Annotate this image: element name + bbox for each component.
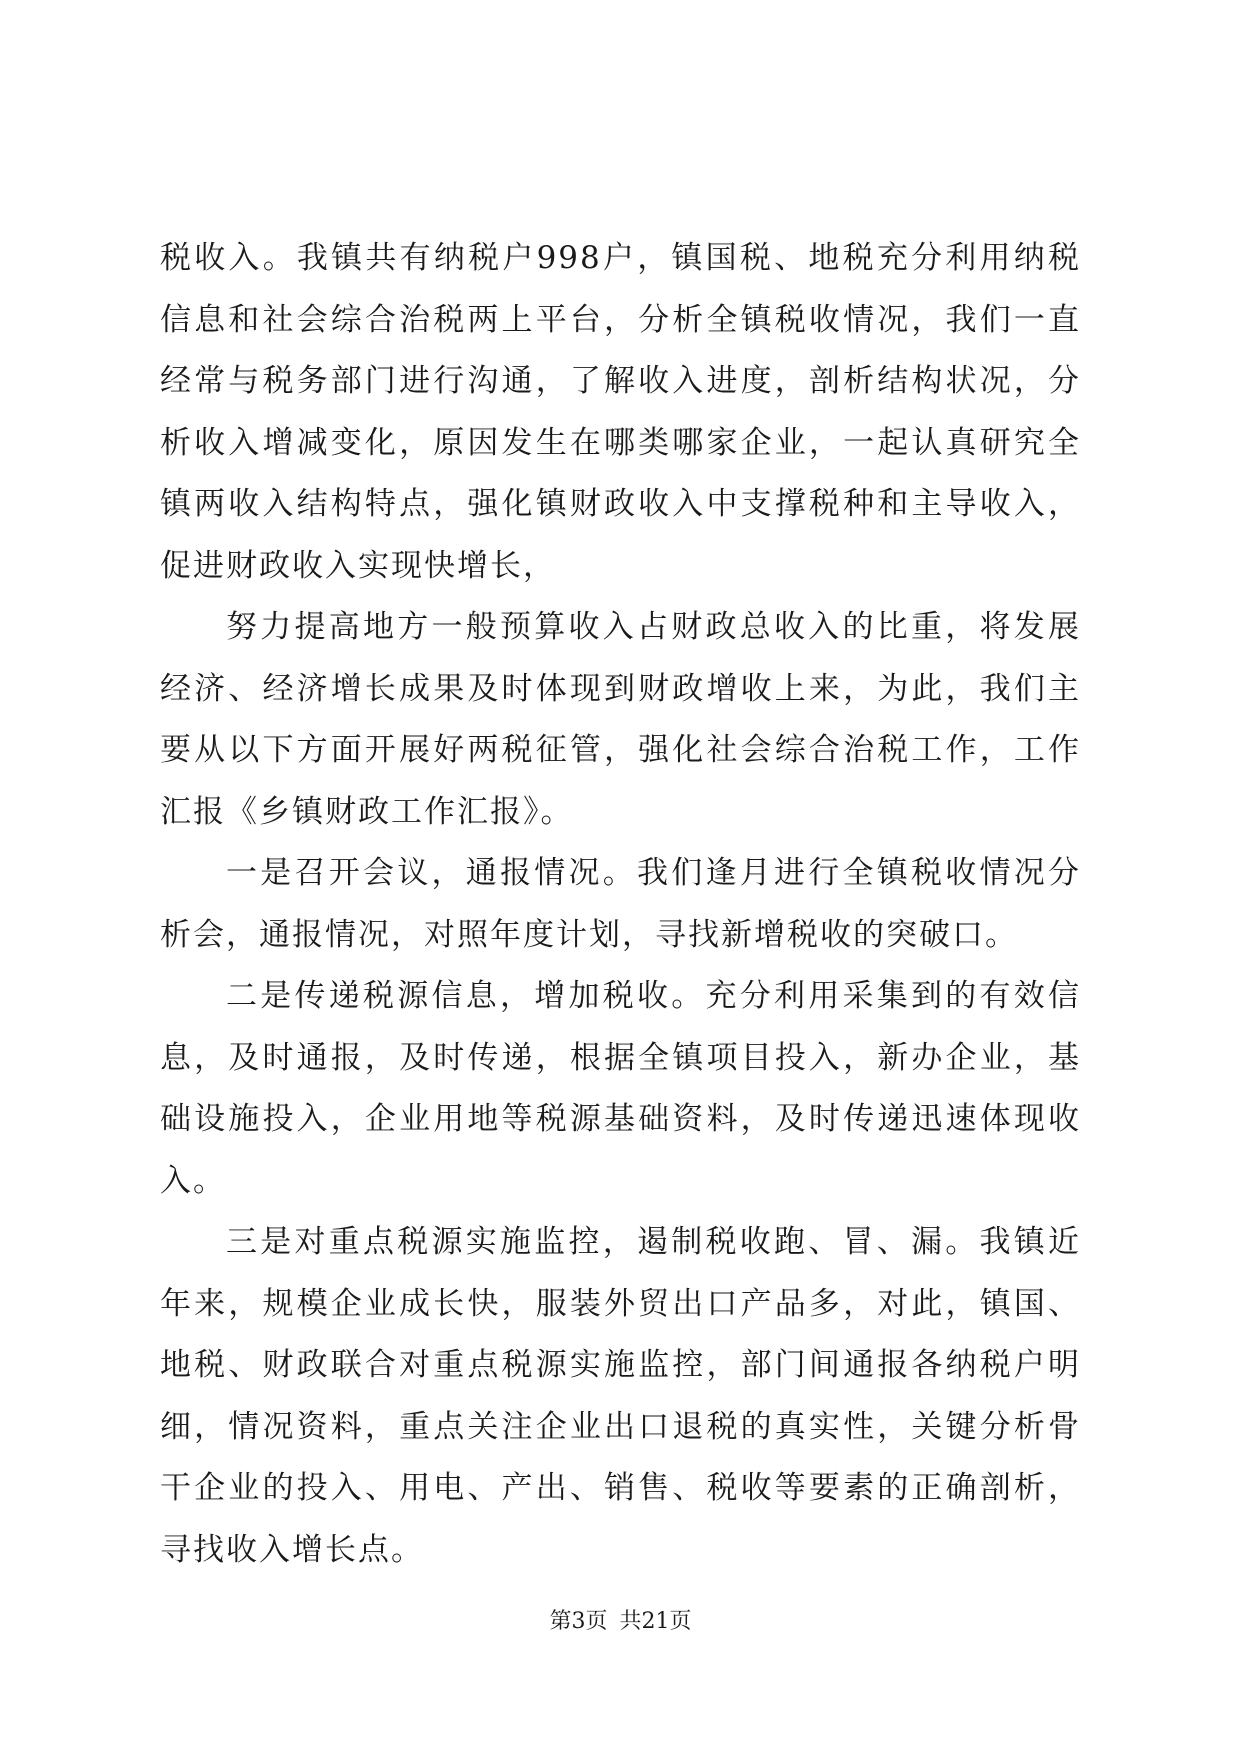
page-footer	[0, 1607, 1241, 1637]
page-number: 第3页	[549, 1609, 608, 1634]
paragraph-3: 一是召开会议，通报情况。我们逢月进行全镇税收情况分析会，通报情况，对照年度计划，寻找新增税收的突破口。	[160, 855, 1081, 953]
paragraph-1: 税收入。我镇共有纳税户998户，镇国税、地税充分利用纳税信息和社会综合治税两上平台，分析全镇税收情况，我们一直经常与税务部门进行沟通，了解收入进度，剖析结构状况，分析收入增减变化，原因发生在哪类哪家企业，一起认真研究全镇两收入结构特点，强化镇财政收入中支撑税种和主导收入，促进财政收入实现快增长，	[160, 240, 1081, 584]
paragraph-4: 二是传递税源信息，增加税收。充分利用采集到的有效信息，及时通报，及时传递，根据全镇项目投入，新办企业，基础设施投入，企业用地等税源基础资料，及时传递迅速体现收入。	[160, 978, 1081, 1199]
paragraph-2: 努力提高地方一般预算收入占财政总收入的比重，将发展经济、经济增长成果及时体现到财政增收上来，为此，我们主要从以下方面开展好两税征管，强化社会综合治税工作，工作汇报《乡镇财政工作汇报》。	[160, 609, 1081, 830]
document-body	[160, 228, 1081, 1581]
page-total: 共21页	[619, 1609, 692, 1634]
paragraph-5: 三是对重点税源实施监控，遏制税收跑、冒、漏。我镇近年来，规模企业成长快，服装外贸出口产品多，对此，镇国、地税、财政联合对重点税源实施监控，部门间通报各纳税户明细，情况资料，重点关注企业出口退税的真实性，关键分析骨干企业的投入、用电、产出、销售、税收等要素的正确剖析，寻找收入增长点。	[160, 1224, 1081, 1568]
